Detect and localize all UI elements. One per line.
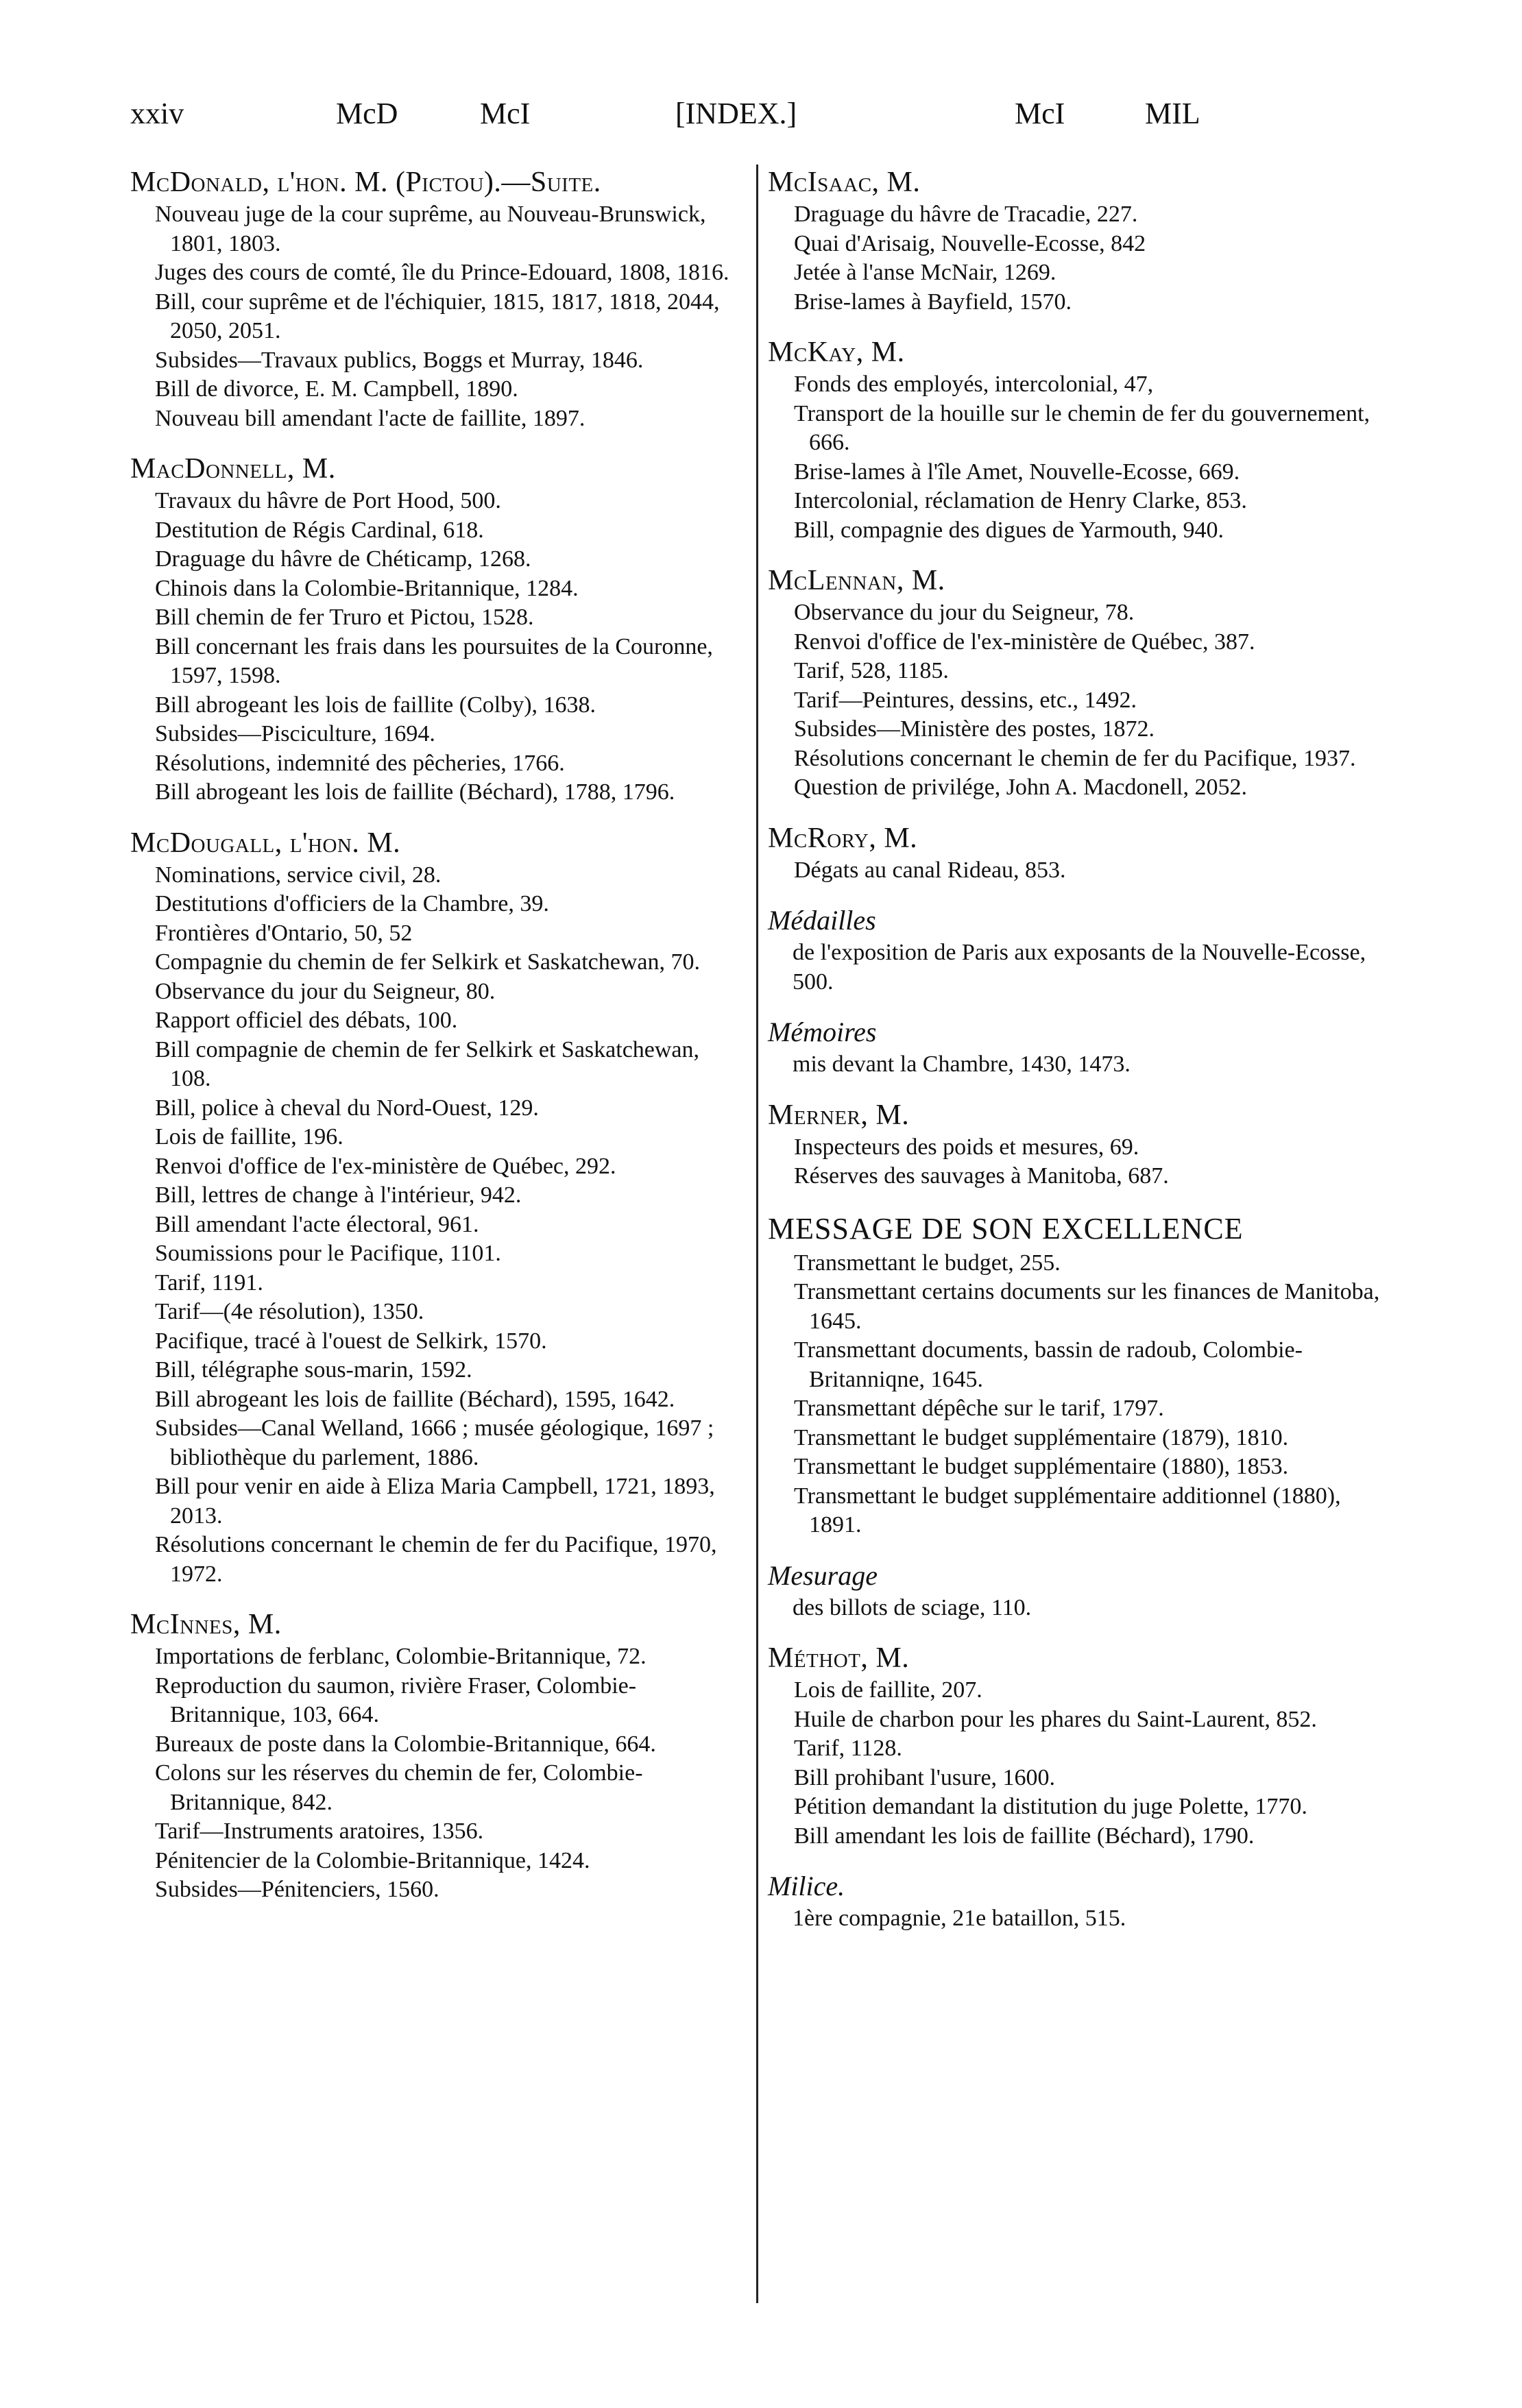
- entry-reference: Subsides—Travaux publics, Boggs et Murray, 1846.: [155, 347, 644, 373]
- entry-reference: Bureaux de poste dans la Colombie-Britannique, 664.: [155, 1731, 656, 1757]
- entry-reference: Tarif—(4e résolution), 1350.: [155, 1299, 424, 1324]
- entry-reference: Bill amendant l'acte électoral, 961.: [155, 1211, 479, 1237]
- entry-reference: Draguage du hâvre de Tracadie, 227.: [794, 202, 1138, 227]
- entry-reference: Renvoi d'office de l'ex-ministère de Québec, 387.: [794, 629, 1255, 655]
- entry-reference: Soumissions pour le Pacifique, 1101.: [155, 1241, 501, 1266]
- index-entry: [768, 165, 1385, 317]
- entry-reference: Tarif—Peintures, dessins, etc., 1492.: [794, 687, 1137, 713]
- entry-reference: de l'exposition de Paris aux exposants de la Nouvelle-Ecosse, 500.: [793, 940, 1366, 995]
- entry-reference: Bill, compagnie des digues de Yarmouth, 940.: [794, 517, 1224, 543]
- entry-reference: Bill concernant les frais dans les poursuites de la Couronne, 1597, 1598.: [155, 633, 713, 688]
- entry-reference: Rapport officiel des débats, 100.: [155, 1008, 458, 1033]
- entry-reference: Bill pour venir en aide à Eliza Maria Campbell, 1721, 1893, 2013.: [155, 1474, 715, 1529]
- entry-heading: McDougall, l'hon. M.: [130, 827, 401, 859]
- entry-reference: Bill, cour suprême et de l'échiquier, 1815, 1817, 1818, 2044, 2050, 2051.: [155, 289, 720, 343]
- entry-reference: Juges des cours de comté, île du Prince-Edouard, 1808, 1816.: [155, 260, 729, 285]
- index-entry: [768, 1869, 1385, 1934]
- entry-reference: Huile de charbon pour les phares du Saint-Laurent, 852.: [794, 1706, 1317, 1732]
- entry-reference: Lois de faillite, 207.: [794, 1677, 982, 1703]
- entry-reference: Colons sur les réserves du chemin de fer, Colombie-Britannique, 842.: [155, 1760, 643, 1815]
- index-entry: [768, 903, 1385, 997]
- entry-reference: Résolutions, indemnité des pêcheries, 1766.: [155, 750, 565, 776]
- entry-reference: Subsides—Canal Welland, 1666 ; musée géologique, 1697 ; bibliothèque du parlement, 1886.: [155, 1415, 714, 1470]
- entry-heading: McInnes, M.: [130, 1609, 282, 1640]
- running-header: [0, 96, 1522, 151]
- entry-reference: Fonds des employés, intercolonial, 47,: [794, 372, 1154, 397]
- entry-reference: Bill abrogeant les lois de faillite (Béchard), 1595, 1642.: [155, 1386, 675, 1412]
- entry-reference: Destitution de Régis Cardinal, 618.: [155, 517, 484, 543]
- right-key-first: McI: [1015, 97, 1065, 130]
- entry-heading: McIsaac, M.: [768, 167, 921, 198]
- entry-reference: Quai d'Arisaig, Nouvelle-Ecosse, 842: [794, 230, 1146, 256]
- section-title: [INDEX.]: [675, 97, 797, 130]
- entry-heading: Mémoires: [768, 1017, 877, 1047]
- entry-reference: Résolutions concernant le chemin de fer du Pacifique, 1937.: [794, 745, 1356, 771]
- entry-reference: 1ère compagnie, 21e bataillon, 515.: [793, 1906, 1126, 1931]
- entry-heading: McRory, M.: [768, 822, 918, 854]
- entry-heading: Merner, M.: [768, 1099, 910, 1131]
- entry-reference: Transmettant le budget supplémentaire additionnel (1880), 1891.: [794, 1483, 1341, 1537]
- entry-reference: Observance du jour du Seigneur, 80.: [155, 978, 496, 1004]
- entry-reference: Draguage du hâvre de Chéticamp, 1268.: [155, 546, 531, 572]
- entry-heading: Méthot, M.: [768, 1642, 910, 1674]
- entry-reference: Transmettant documents, bassin de radoub, Colombie-Britanniqne, 1645.: [794, 1337, 1303, 1392]
- entry-reference: Transmettant dépêche sur le tarif, 1797.: [794, 1396, 1164, 1421]
- entry-reference: Reproduction du saumon, rivière Fraser, Colombie-Britannique, 103, 664.: [155, 1673, 637, 1727]
- entry-reference: Chinois dans la Colombie-Britannique, 1284.: [155, 575, 579, 601]
- entry-reference: Subsides—Pisciculture, 1694.: [155, 721, 435, 746]
- entry-reference: Transmettant le budget, 255.: [794, 1250, 1061, 1276]
- entry-reference: Brise-lames à l'île Amet, Nouvelle-Ecosse, 669.: [794, 459, 1240, 485]
- entry-reference: Pétition demandant la distitution du juge Polette, 1770.: [794, 1794, 1307, 1819]
- entry-reference: Transport de la houille sur le chemin de fer du gouvernement, 666.: [794, 400, 1370, 455]
- entry-reference: Frontières d'Ontario, 50, 52: [155, 920, 413, 946]
- entry-reference: Bill chemin de fer Truro et Pictou, 1528.: [155, 605, 534, 630]
- entry-reference: Tarif—Instruments aratoires, 1356.: [155, 1819, 484, 1844]
- entry-reference: Tarif, 1191.: [155, 1269, 263, 1296]
- entry-reference: Transmettant le budget supplémentaire (1880), 1853.: [794, 1454, 1289, 1479]
- entry-reference: Jetée à l'anse McNair, 1269.: [794, 260, 1056, 285]
- entry-reference: Transmettant certains documents sur les finances de Manitoba, 1645.: [794, 1279, 1380, 1334]
- index-entry: [130, 451, 740, 807]
- right-column: [768, 165, 1385, 1951]
- left-key-first: McD: [336, 97, 398, 130]
- entry-reference: Renvoi d'office de l'ex-ministère de Québec, 292.: [155, 1153, 616, 1179]
- index-entry: [130, 1607, 740, 1905]
- entry-heading: McDonald, l'hon. M. (Pictou).—Suite.: [130, 167, 601, 198]
- entry-reference: Bill prohibant l'usure, 1600.: [794, 1764, 1056, 1790]
- left-column: [130, 165, 740, 1923]
- entry-reference: Résolutions concernant le chemin de fer du Pacifique, 1970, 1972.: [155, 1532, 717, 1587]
- entry-reference: Bill de divorce, E. M. Campbell, 1890.: [155, 376, 518, 402]
- entry-reference: Nominations, service civil, 28.: [155, 862, 442, 888]
- entry-heading: Milice.: [768, 1871, 845, 1901]
- entry-heading: MESSAGE DE SON EXCELLENCE: [768, 1211, 1244, 1245]
- entry-reference: Brise-lames à Bayfield, 1570.: [794, 289, 1072, 315]
- entry-reference: Bill, télégraphe sous-marin, 1592.: [155, 1357, 472, 1383]
- entry-reference: Question de privilége, John A. Macdonell, 2052.: [794, 775, 1248, 800]
- entry-reference: Pacifique, tracé à l'ouest de Selkirk, 1570.: [155, 1328, 547, 1354]
- index-entry: [130, 825, 740, 1590]
- entry-heading: Médailles: [768, 905, 876, 936]
- index-entry: [130, 165, 740, 433]
- entry-reference: Lois de faillite, 196.: [155, 1124, 343, 1150]
- entry-heading: McLennan, M.: [768, 565, 945, 596]
- index-entry: [768, 1640, 1385, 1851]
- entry-reference: mis devant la Chambre, 1430, 1473.: [793, 1051, 1131, 1077]
- index-entry: [768, 563, 1385, 803]
- entry-reference: Dégats au canal Rideau, 853.: [794, 857, 1066, 883]
- entry-reference: Subsides—Ministère des postes, 1872.: [794, 716, 1155, 742]
- entry-reference: Tarif, 1128.: [794, 1736, 902, 1761]
- entry-reference: Observance du jour du Seigneur, 78.: [794, 600, 1135, 625]
- entry-reference: Compagnie du chemin de fer Selkirk et Saskatchewan, 70.: [155, 949, 700, 975]
- entry-reference: Réserves des sauvages à Manitoba, 687.: [794, 1163, 1169, 1189]
- entry-reference: Bill, police à cheval du Nord-Ouest, 129.: [155, 1095, 539, 1121]
- entry-reference: Pénitencier de la Colombie-Britannique, 1424.: [155, 1847, 590, 1873]
- entry-reference: Destitutions d'officiers de la Chambre, 39.: [155, 891, 549, 916]
- entry-reference: Travaux du hâvre de Port Hood, 500.: [155, 488, 501, 513]
- entry-reference: Bill abrogeant les lois de faillite (Colby), 1638.: [155, 692, 596, 718]
- entry-reference: Bill compagnie de chemin de fer Selkirk et Saskatchewan, 108.: [155, 1036, 700, 1091]
- entry-reference: Inspecteurs des poids et mesures, 69.: [794, 1134, 1139, 1160]
- index-entry: [768, 335, 1385, 545]
- entry-reference: Nouveau bill amendant l'acte de faillite, 1897.: [155, 405, 585, 431]
- entry-reference: Tarif, 528, 1185.: [794, 658, 949, 683]
- entry-reference: Bill, lettres de change à l'intérieur, 942.: [155, 1182, 522, 1208]
- entry-reference: Bill amendant les lois de faillite (Béchard), 1790.: [794, 1823, 1255, 1849]
- right-key-last: MIL: [1145, 97, 1200, 130]
- entry-reference: Importations de ferblanc, Colombie-Britannique, 72.: [155, 1644, 647, 1669]
- left-key-last: McI: [480, 97, 531, 130]
- entry-reference: Transmettant le budget supplémentaire (1879), 1810.: [794, 1424, 1289, 1450]
- index-entry: [768, 1014, 1385, 1080]
- entry-reference: Intercolonial, réclamation de Henry Clarke, 853.: [794, 488, 1247, 513]
- index-entry: [768, 820, 1385, 886]
- index-entry: [768, 1209, 1385, 1540]
- index-entry: [768, 1097, 1385, 1191]
- entry-reference: Nouveau juge de la cour suprême, au Nouveau-Brunswick, 1801, 1803.: [155, 202, 706, 256]
- entry-reference: des billots de sciage, 110.: [793, 1594, 1032, 1620]
- entry-heading: Mesurage: [768, 1559, 878, 1591]
- entry-reference: Bill abrogeant les lois de faillite (Béchard), 1788, 1796.: [155, 779, 675, 805]
- entry-reference: Subsides—Pénitenciers, 1560.: [155, 1877, 439, 1902]
- column-divider: [756, 165, 758, 2303]
- page-number: xxiv: [130, 97, 184, 130]
- index-entry: [768, 1558, 1385, 1623]
- entry-heading: MacDonnell, M.: [130, 453, 336, 485]
- entry-heading: McKay, M.: [768, 337, 905, 368]
